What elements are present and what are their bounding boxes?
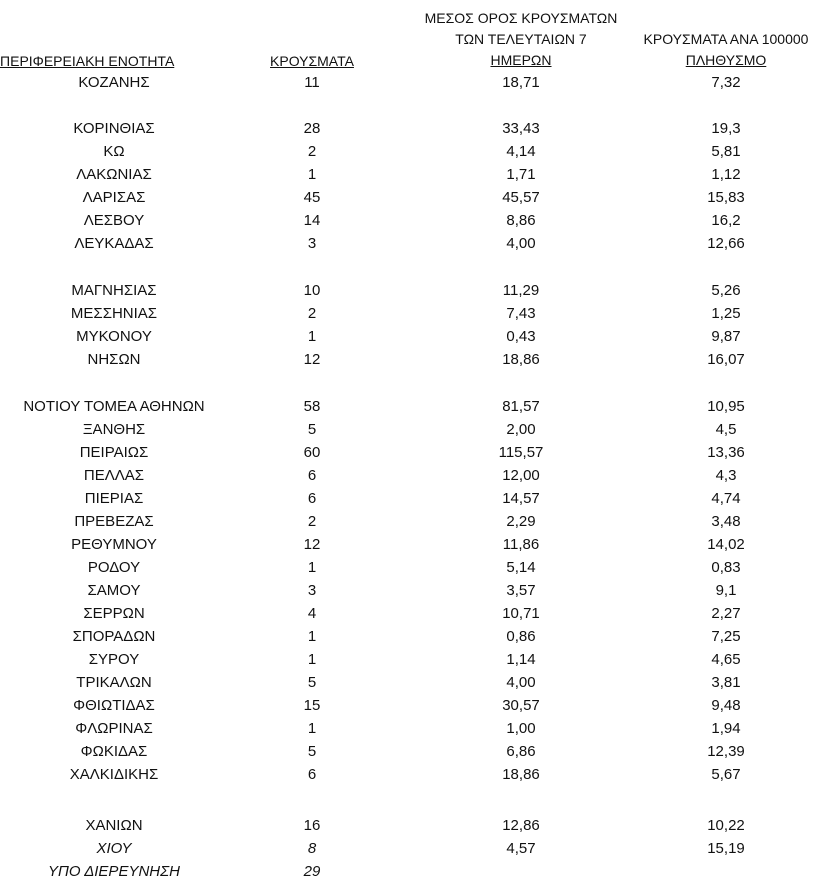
region-name-cell: ΦΛΩΡΙΝΑΣ: [75, 720, 153, 737]
table-row: [0, 557, 840, 580]
region-name-cell: ΜΥΚΟΝΟΥ: [76, 328, 152, 345]
per-100k-cell: 1,12: [711, 166, 741, 183]
per-100k-cell: 9,48: [711, 697, 741, 714]
region-name-cell: ΧΙΟΥ: [96, 840, 132, 857]
seven-day-average-cell: 0,86: [506, 628, 536, 645]
per-100k-cell: 1,25: [711, 305, 741, 322]
region-name-cell: ΧΑΝΙΩΝ: [85, 817, 143, 834]
seven-day-average-cell: 45,57: [502, 189, 540, 206]
per-100k-cell: 9,1: [715, 582, 737, 599]
per-100k-cell: 15,19: [707, 840, 745, 857]
cases-cell: 1: [307, 559, 317, 576]
cases-cell: 12: [303, 536, 321, 553]
per-100k-cell: 9,87: [711, 328, 741, 345]
header-seven-day-average: [406, 8, 636, 71]
table-row: [0, 465, 840, 488]
header-avg-line-2: ΤΩΝ ΤΕΛΕΥΤΑΙΩΝ 7: [455, 31, 587, 47]
per-100k-cell: 2,27: [711, 605, 741, 622]
per-100k-cell: 4,5: [715, 421, 737, 438]
table-row: [0, 187, 840, 210]
per-100k-cell: 4,3: [715, 467, 737, 484]
table-row: [0, 280, 840, 303]
table-row: [0, 233, 840, 256]
cases-cell: 10: [303, 282, 321, 299]
per-100k-cell: 5,26: [711, 282, 741, 299]
region-name-cell: ΚΟΖΑΝΗΣ: [78, 74, 150, 91]
header-cases: [252, 51, 372, 72]
table-row: [0, 72, 840, 95]
table-row: [0, 511, 840, 534]
seven-day-average-cell: 2,29: [506, 513, 536, 530]
per-100k-cell: 4,65: [711, 651, 741, 668]
region-name-cell: ΚΟΡΙΝΘΙΑΣ: [73, 120, 155, 137]
per-100k-cell: 3,81: [711, 674, 741, 691]
cases-cell: 15: [303, 697, 321, 714]
table-row: [0, 838, 840, 861]
table-row: [0, 164, 840, 187]
seven-day-average-cell: 11,29: [502, 282, 540, 299]
cases-cell: 60: [303, 444, 321, 461]
cases-cell: 14: [303, 212, 321, 229]
table-row: [0, 118, 840, 141]
table-row: [0, 326, 840, 349]
cases-cell: 3: [307, 582, 317, 599]
cases-cell: 3: [307, 235, 317, 252]
seven-day-average-cell: 1,71: [506, 166, 536, 183]
cases-cell: 29: [303, 863, 321, 880]
region-name-cell: ΝΗΣΩΝ: [87, 351, 141, 368]
table-row: [0, 764, 840, 787]
seven-day-average-cell: 4,00: [506, 674, 536, 691]
per-100k-cell: 10,22: [707, 817, 745, 834]
per-100k-cell: 0,83: [711, 559, 741, 576]
seven-day-average-cell: 4,57: [506, 840, 536, 857]
header-per-100k: [614, 29, 838, 71]
per-100k-cell: 13,36: [707, 444, 745, 461]
cases-cell: 1: [307, 328, 317, 345]
seven-day-average-cell: 12,86: [502, 817, 540, 834]
cases-cell: 1: [307, 720, 317, 737]
seven-day-average-cell: 115,57: [498, 444, 544, 461]
cases-cell: 6: [307, 467, 317, 484]
region-name-cell: ΠΡΕΒΕΖΑΣ: [74, 513, 154, 530]
seven-day-average-cell: 18,86: [502, 351, 540, 368]
table-row: [0, 649, 840, 672]
seven-day-average-cell: 18,86: [502, 766, 540, 783]
region-name-cell: ΥΠΟ ΔΙΕΡΕΥΝΗΣΗ: [48, 863, 180, 880]
seven-day-average-cell: 14,57: [502, 490, 540, 507]
seven-day-average-cell: 5,14: [506, 559, 536, 576]
seven-day-average-cell: 4,00: [506, 235, 536, 252]
table-row: [0, 718, 840, 741]
seven-day-average-cell: 1,14: [506, 651, 536, 668]
region-name-cell: ΛΕΣΒΟΥ: [83, 212, 145, 229]
header-avg-line-3: ΗΜΕΡΩΝ: [490, 52, 552, 68]
table-row: [0, 861, 840, 884]
per-100k-cell: 10,95: [707, 398, 745, 415]
cases-cell: 8: [307, 840, 317, 857]
cases-cell: 2: [307, 513, 317, 530]
table-row: [0, 210, 840, 233]
seven-day-average-cell: 6,86: [506, 743, 536, 760]
per-100k-cell: 15,83: [707, 189, 745, 206]
region-name-cell: ΞΑΝΘΗΣ: [82, 421, 146, 438]
cases-cell: 2: [307, 305, 317, 322]
seven-day-average-cell: 3,57: [506, 582, 536, 599]
per-100k-cell: 1,94: [711, 720, 741, 737]
seven-day-average-cell: 7,43: [506, 305, 536, 322]
seven-day-average-cell: 18,71: [502, 74, 540, 91]
cases-cell: 58: [303, 398, 321, 415]
cases-cell: 5: [307, 743, 317, 760]
per-100k-cell: 5,67: [711, 766, 741, 783]
seven-day-average-cell: 11,86: [502, 536, 540, 553]
seven-day-average-cell: 10,71: [502, 605, 540, 622]
region-name-cell: ΦΘΙΩΤΙΔΑΣ: [73, 697, 155, 714]
region-name-cell: ΦΩΚΙΔΑΣ: [80, 743, 148, 760]
cases-cell: 6: [307, 766, 317, 783]
per-100k-cell: 7,32: [711, 74, 741, 91]
table-row: [0, 603, 840, 626]
header-per-line-2: ΠΛΗΘΥΣΜΟ: [685, 52, 767, 68]
table-row: [0, 141, 840, 164]
per-100k-cell: 4,74: [711, 490, 741, 507]
header-cases-label: ΚΡΟΥΣΜΑΤΑ: [270, 53, 354, 69]
table-row: [0, 815, 840, 838]
seven-day-average-cell: 2,00: [506, 421, 536, 438]
table-row: [0, 488, 840, 511]
table-row: [0, 672, 840, 695]
table-row: [0, 303, 840, 326]
table-row: [0, 419, 840, 442]
cases-cell: 11: [304, 74, 320, 91]
region-name-cell: ΛΑΚΩΝΙΑΣ: [76, 166, 152, 183]
table-row: [0, 349, 840, 372]
per-100k-cell: 7,25: [711, 628, 741, 645]
per-100k-cell: 14,02: [707, 536, 745, 553]
seven-day-average-cell: 8,86: [506, 212, 536, 229]
table-row: [0, 442, 840, 465]
cases-cell: 1: [307, 651, 317, 668]
cases-cell: 12: [303, 351, 321, 368]
per-100k-cell: 5,81: [711, 143, 741, 160]
table-row: [0, 580, 840, 603]
table-row: [0, 741, 840, 764]
seven-day-average-cell: 0,43: [506, 328, 536, 345]
header-region: [0, 51, 232, 72]
region-name-cell: ΚΩ: [103, 143, 125, 160]
seven-day-average-cell: 12,00: [502, 467, 540, 484]
table-row: [0, 396, 840, 419]
per-100k-cell: 12,39: [707, 743, 745, 760]
cases-cell: 5: [307, 421, 317, 438]
header-region-label: ΠΕΡΙΦΕΡΕΙΑΚΗ ΕΝΟΤΗΤΑ: [0, 53, 175, 69]
cases-cell: 1: [307, 628, 317, 645]
region-name-cell: ΤΡΙΚΑΛΩΝ: [76, 674, 152, 691]
seven-day-average-cell: 4,14: [506, 143, 536, 160]
cases-cell: 2: [307, 143, 317, 160]
region-name-cell: ΧΑΛΚΙΔΙΚΗΣ: [69, 766, 159, 783]
cases-cell: 1: [307, 166, 317, 183]
cases-cell: 6: [307, 490, 317, 507]
region-name-cell: ΜΕΣΣΗΝΙΑΣ: [70, 305, 158, 322]
region-name-cell: ΣΑΜΟΥ: [87, 582, 141, 599]
table-row: [0, 626, 840, 649]
header-avg-line-1: ΜΕΣΟΣ ΟΡΟΣ ΚΡΟΥΣΜΑΤΩΝ: [424, 10, 618, 26]
per-100k-cell: 3,48: [711, 513, 741, 530]
cases-cell: 16: [303, 817, 321, 834]
seven-day-average-cell: 81,57: [502, 398, 540, 415]
region-name-cell: ΠΕΙΡΑΙΩΣ: [79, 444, 149, 461]
region-name-cell: ΝΟΤΙΟΥ ΤΟΜΕΑ ΑΘΗΝΩΝ: [23, 398, 205, 415]
seven-day-average-cell: 30,57: [502, 697, 540, 714]
region-name-cell: ΛΕΥΚΑΔΑΣ: [74, 235, 154, 252]
per-100k-cell: 19,3: [711, 120, 741, 137]
per-100k-cell: 16,07: [707, 351, 745, 368]
header-per-line-1: ΚΡΟΥΣΜΑΤΑ ΑΝΑ 100000: [643, 31, 809, 47]
region-name-cell: ΠΙΕΡΙΑΣ: [84, 490, 144, 507]
region-name-cell: ΜΑΓΝΗΣΙΑΣ: [71, 282, 157, 299]
region-name-cell: ΛΑΡΙΣΑΣ: [82, 189, 146, 206]
table-row: [0, 534, 840, 557]
cases-cell: 28: [303, 120, 321, 137]
region-name-cell: ΣΥΡΟΥ: [88, 651, 140, 668]
per-100k-cell: 12,66: [707, 235, 745, 252]
table-row: [0, 695, 840, 718]
region-name-cell: ΡΟΔΟΥ: [87, 559, 141, 576]
region-name-cell: ΠΕΛΛΑΣ: [83, 467, 145, 484]
seven-day-average-cell: 33,43: [502, 120, 540, 137]
cases-cell: 5: [307, 674, 317, 691]
cases-cell: 45: [303, 189, 321, 206]
cases-cell: 4: [307, 605, 317, 622]
seven-day-average-cell: 1,00: [506, 720, 536, 737]
region-name-cell: ΡΕΘΥΜΝΟΥ: [71, 536, 157, 553]
per-100k-cell: 16,2: [711, 212, 741, 229]
region-name-cell: ΣΕΡΡΩΝ: [83, 605, 145, 622]
region-name-cell: ΣΠΟΡΑΔΩΝ: [72, 628, 156, 645]
